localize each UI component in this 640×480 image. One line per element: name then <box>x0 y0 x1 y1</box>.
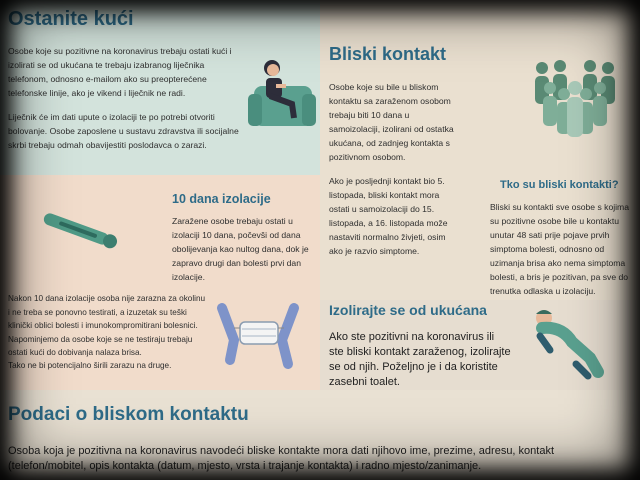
stay-home-text-1: Osobe koje su pozitivne na koronavirus trebaju ostati kući i izolirati se od ukućana te trebaju izabranog liječnika telefonom, odnosno e-mailom ako su preopterećene telefonske linije, ako je vikend i liječnik ne radi. <box>8 46 232 98</box>
woman-on-sofa-icon <box>248 52 316 132</box>
footer-title: Podaci o bliskom kontaktu <box>8 404 249 425</box>
stay-home-title: Ostanite kući <box>8 8 134 30</box>
close-contact-title: Bliski kontakt <box>329 44 447 64</box>
after-isolation-text: Nakon 10 dana izolacije osoba nije zarazna za okolinu i ne treba se ponovno testirati, a izuzetak su teški klinički oblici bolesti i imunokompromitirani bolesnici. Napominjemo da osobe koje se ne testiraju trebaju ostati kući do dobivanja nalaza brisa. <box>8 294 206 357</box>
close-contact-text-2: Ako je posljednji kontakt bio 5. listopada, bliski kontakt mora ostati u samoizolaciji do 15. listopada, a 16. listopada može nastaviti normalno živjeti, osim ako je razvio simptome. <box>329 176 448 256</box>
stay-home-text-2: Liječnik će im dati upute o izolaciji te po potrebi otvoriti bolovanje. Osobe zaposlene u sustavu zdravstva ili socijalne skrbi trebaju odmah obavijestiti poslodavca o zarazi. <box>8 112 239 150</box>
ten-days-title: 10 dana izolacije <box>172 192 271 206</box>
thermometer-icon <box>36 210 122 250</box>
close-contact-text-1: Osobe koje su bile u bliskom kontaktu sa zaraženom osobom trebaju biti 10 dana u samoizolaciji, izolirani od ostatka ukućana, od zadnjeg kontakta s pozitivnom osobom. <box>329 82 454 162</box>
face-mask-icon <box>212 300 304 376</box>
isolate-title: Izolirajte se od ukućana <box>329 302 487 318</box>
ten-days-text: Zaražene osobe trebaju ostati u izolaciji 10 dana, počevši od dana obolijevanja kao nultog dana, dok je zapravo drugi dan bolesti prvi dan izolacije. <box>172 216 309 282</box>
after-isolation-text-2: Tako ne bi potencijalno širili zarazu na druge. <box>8 361 172 370</box>
who-contacts-title: Tko su bliski kontakti? <box>500 179 619 191</box>
person-lying-icon <box>532 306 606 380</box>
footer-text: Osoba koja je pozitivna na koronavirus navodeći bliske kontakte mora dati njihovo ime, prezime, adresu, kontakt (telefon/mobitel, opis kontakta (datum, mjesto, vrsta i trajanje kontakta) i radno mjesto/zanimanje. <box>8 445 555 472</box>
isolate-text: Ako ste pozitivni na koronavirus ili ste bliski kontakt zaraženog, izolirajte se od njih. Poželjno je i da koristite zasebni toalet. <box>329 331 511 388</box>
who-contacts-text: Bliski su kontakti sve osobe s kojima su pozitivne osobe bile u kontaktu unutar 48 sati prije pojave prvih simptoma bolesti, odnosno od uzimanja brisa ako nema simptoma bolesti, a bris je pozitivan, pa sve do trenutka odlaska u izolaciju. <box>490 202 629 296</box>
people-group-icon <box>530 58 620 140</box>
